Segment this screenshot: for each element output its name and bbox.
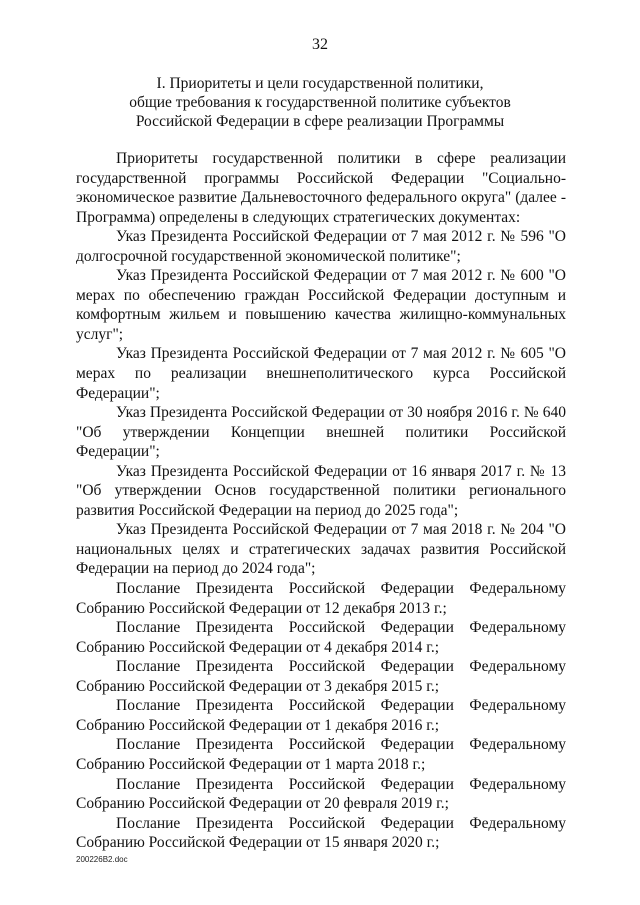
document-body [76,149,566,853]
heading-line: общие требования к государственной политике субъектов [129,94,511,111]
list-item: Послание Президента Российской Федерации Федеральному Собранию Российской Федерации от 12 декабря 2013 г.; [76,580,566,617]
list-item: Послание Президента Российской Федерации Федеральному Собранию Российской Федерации от 1 марта 2018 г.; [76,736,566,773]
heading-line: I. Приоритеты и цели государственной политики, [156,75,484,92]
list-item: Указ Президента Российской Федерации от 7 мая 2012 г. № 596 "О долгосрочной государственной экономической политике"; [76,228,566,265]
list-item: Послание Президента Российской Федерации Федеральному Собранию Российской Федерации от 4 декабря 2014 г.; [76,619,566,656]
list-item: Послание Президента Российской Федерации Федеральному Собранию Российской Федерации от 1 декабря 2016 г.; [76,697,566,734]
list-item: Указ Президента Российской Федерации от 7 мая 2018 г. № 204 "О национальных целях и стратегических задачах развития Российской Федерации на период до 2024 года"; [76,521,566,578]
list-item: Послание Президента Российской Федерации Федеральному Собранию Российской Федерации от 3 декабря 2015 г.; [76,658,566,695]
list-item: Послание Президента Российской Федерации Федеральному Собранию Российской Федерации от 15 января 2020 г.; [76,814,566,852]
list-item: Указ Президента Российской Федерации от 7 мая 2012 г. № 600 "О мерах по обеспечению граждан Российской Федерации доступным и комфортным жильем и повышению качества жилищно-коммунальных услуг"; [76,267,566,343]
list-item: Указ Президента Российской Федерации от 30 ноября 2016 г. № 640 "Об утверждении Концепции внешней политики Российской Федерации"; [76,404,566,461]
list-item: Указ Президента Российской Федерации от 16 января 2017 г. № 13 "Об утверждении Основ государственной политики регионального развития Российской Федерации на период до 2025 года"; [76,462,566,519]
section-heading [60,74,580,131]
intro-paragraph: Приоритеты государственной политики в сфере реализации государственной программы Российской Федерации "Социально-экономическое развитие Дальневосточного федерального округа" (далее - Программа) определены в следующих стратегических документах: [76,150,566,226]
list-item: Послание Президента Российской Федерации Федеральному Собранию Российской Федерации от 20 февраля 2019 г.; [76,775,566,813]
file-name-footer: 200226B2.doc [76,855,128,864]
page-number: 32 [312,36,328,53]
list-item: Указ Президента Российской Федерации от 7 мая 2012 г. № 605 "О мерах по реализации внешнеполитического курса Российской Федерации"; [76,345,566,402]
heading-line: Российской Федерации в сфере реализации Программы [135,113,505,130]
